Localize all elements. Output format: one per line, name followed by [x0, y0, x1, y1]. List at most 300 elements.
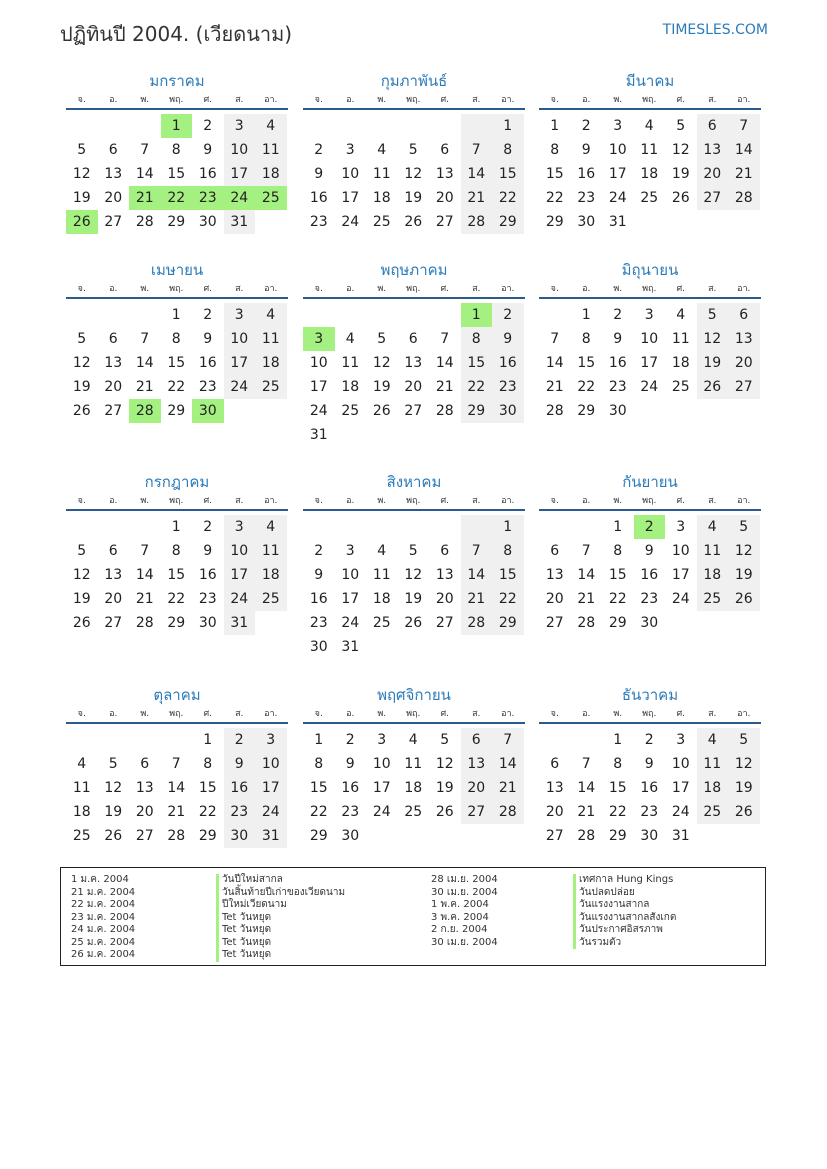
day-cell: 6	[108, 543, 118, 559]
day-cell: 25	[255, 186, 287, 210]
weekday-header	[303, 92, 525, 110]
day-cell: 2	[492, 303, 524, 327]
day-cell: 5	[697, 303, 729, 327]
day-cell: 15	[608, 567, 627, 583]
weekday-label: พ.	[140, 496, 150, 506]
blank-cell	[129, 515, 161, 539]
day-cell: 25	[341, 403, 360, 419]
day-cell: 8	[581, 331, 591, 347]
day-cell: 15	[492, 162, 524, 186]
legend-date: 1 พ.ค. 2004	[431, 899, 489, 910]
weekday-header	[66, 706, 288, 724]
day-cell: 20	[545, 804, 564, 820]
day-cell: 5	[377, 331, 387, 347]
weekday-label: พ.	[140, 284, 150, 294]
blank-cell	[98, 515, 130, 539]
day-cell: 5	[440, 732, 450, 748]
weekday-header	[66, 281, 288, 299]
day-cell: 3	[255, 728, 287, 752]
day-cell: 2	[345, 732, 355, 748]
day-grid	[539, 728, 761, 848]
day-cell: 18	[697, 563, 729, 587]
day-cell: 14	[135, 355, 154, 371]
day-cell: 12	[372, 355, 391, 371]
day-cell: 12	[435, 756, 454, 772]
weekday-label: อา.	[501, 284, 515, 294]
weekday-label: ส.	[708, 709, 717, 719]
day-cell: 2	[634, 515, 666, 539]
weekday-label: ส.	[472, 284, 481, 294]
day-cell: 12	[728, 539, 760, 563]
day-cell: 4	[255, 515, 287, 539]
day-cell: 18	[640, 166, 659, 182]
blank-cell	[98, 114, 130, 138]
day-cell: 29	[167, 214, 186, 230]
weekday-label: จ.	[550, 496, 559, 506]
weekday-label: ศ.	[203, 709, 213, 719]
day-cell: 31	[309, 427, 328, 443]
day-cell: 27	[435, 615, 454, 631]
weekday-label: พฤ.	[169, 709, 184, 719]
day-cell: 26	[728, 587, 760, 611]
weekday-label: พฤ.	[406, 709, 421, 719]
day-cell: 5	[408, 142, 418, 158]
weekday-label: ส.	[708, 95, 717, 105]
day-cell: 26	[104, 828, 123, 844]
day-cell: 30	[198, 214, 217, 230]
day-cell: 16	[309, 591, 328, 607]
legend-holiday-name: Tet วันหยุด	[216, 912, 271, 925]
blank-cell	[129, 114, 161, 138]
day-cell: 26	[72, 615, 91, 631]
day-cell: 8	[203, 756, 213, 772]
day-cell: 21	[728, 162, 760, 186]
day-cell: 1	[613, 519, 623, 535]
day-cell: 29	[309, 828, 328, 844]
blank-cell	[571, 728, 603, 752]
day-cell: 11	[404, 756, 423, 772]
weekday-label: ส.	[235, 95, 244, 105]
day-cell: 19	[435, 780, 454, 796]
day-cell: 30	[192, 399, 224, 423]
blank-cell	[98, 303, 130, 327]
month-block	[66, 471, 288, 635]
weekday-label: อ.	[109, 284, 118, 294]
day-cell: 22	[608, 804, 627, 820]
day-cell: 13	[728, 327, 760, 351]
weekday-label: อ.	[346, 496, 355, 506]
day-cell: 29	[198, 828, 217, 844]
day-cell: 23	[192, 186, 224, 210]
day-cell: 13	[545, 567, 564, 583]
blank-cell	[539, 303, 571, 327]
day-cell: 27	[697, 186, 729, 210]
day-cell: 3	[676, 732, 686, 748]
day-cell: 26	[671, 190, 690, 206]
day-cell: 19	[697, 351, 729, 375]
day-cell: 23	[341, 804, 360, 820]
weekday-header	[539, 493, 761, 511]
day-cell: 22	[492, 186, 524, 210]
day-cell: 5	[676, 118, 686, 134]
month-name: สิงหาคม	[386, 473, 442, 491]
day-cell: 29	[577, 403, 596, 419]
day-cell: 9	[203, 142, 213, 158]
day-grid	[303, 114, 525, 234]
legend-date: 26 ม.ค. 2004	[71, 949, 136, 960]
weekday-header	[539, 92, 761, 110]
day-cell: 17	[255, 776, 287, 800]
day-cell: 28	[135, 615, 154, 631]
day-cell: 4	[697, 728, 729, 752]
day-cell: 30	[224, 824, 256, 848]
day-grid	[303, 303, 525, 447]
day-cell: 5	[728, 515, 760, 539]
blank-cell	[539, 515, 571, 539]
day-cell: 28	[545, 403, 564, 419]
weekday-label: ส.	[472, 709, 481, 719]
weekday-label: พ.	[377, 496, 387, 506]
weekday-label: พ.	[377, 284, 387, 294]
day-cell: 5	[77, 331, 87, 347]
day-cell: 19	[671, 166, 690, 182]
day-cell: 20	[404, 379, 423, 395]
day-cell: 6	[108, 142, 118, 158]
day-cell: 19	[404, 190, 423, 206]
day-cell: 27	[545, 828, 564, 844]
day-cell: 23	[198, 379, 217, 395]
day-cell: 23	[309, 214, 328, 230]
blank-cell	[129, 303, 161, 327]
day-cell: 10	[341, 567, 360, 583]
day-cell: 21	[577, 804, 596, 820]
day-cell: 11	[72, 780, 91, 796]
day-cell: 27	[104, 214, 123, 230]
weekday-label: อา.	[737, 496, 751, 506]
legend-holiday-name: วันปีใหม่สากล	[216, 874, 283, 887]
day-cell: 12	[404, 567, 423, 583]
day-cell: 19	[728, 563, 760, 587]
day-cell: 4	[644, 118, 654, 134]
day-cell: 11	[671, 331, 690, 347]
day-cell: 16	[640, 780, 659, 796]
day-cell: 5	[77, 543, 87, 559]
weekday-label: ศ.	[440, 284, 450, 294]
blank-cell	[66, 728, 98, 752]
day-cell: 14	[545, 355, 564, 371]
day-cell: 2	[203, 118, 213, 134]
day-grid	[66, 515, 288, 635]
day-cell: 17	[224, 351, 256, 375]
day-cell: 6	[440, 543, 450, 559]
day-cell: 16	[198, 567, 217, 583]
weekday-header	[303, 493, 525, 511]
day-cell: 2	[644, 732, 654, 748]
day-cell: 14	[577, 567, 596, 583]
month-block	[303, 684, 525, 848]
day-cell: 25	[697, 800, 729, 824]
day-grid	[303, 515, 525, 659]
day-cell: 9	[613, 331, 623, 347]
legend-date: 21 ม.ค. 2004	[71, 886, 136, 898]
month-name: มิถุนายน	[621, 261, 679, 279]
day-cell: 15	[167, 355, 186, 371]
day-cell: 13	[435, 166, 454, 182]
day-cell: 27	[461, 800, 493, 824]
day-cell: 3	[224, 114, 256, 138]
blank-cell	[335, 515, 367, 539]
month-block	[66, 684, 288, 848]
day-cell: 21	[492, 776, 524, 800]
day-cell: 19	[72, 591, 91, 607]
day-cell: 25	[255, 375, 287, 399]
day-cell: 30	[640, 615, 659, 631]
blank-cell	[429, 515, 461, 539]
day-cell: 14	[135, 166, 154, 182]
legend-holiday-name: วันปลดปล่อย	[573, 887, 635, 900]
weekday-label: อา.	[737, 284, 751, 294]
day-cell: 18	[255, 162, 287, 186]
weekday-label: อา.	[737, 95, 751, 105]
weekday-label: พฤ.	[169, 496, 184, 506]
day-cell: 13	[104, 166, 123, 182]
day-cell: 10	[224, 539, 256, 563]
day-cell: 15	[198, 780, 217, 796]
day-cell: 13	[135, 780, 154, 796]
day-cell: 16	[198, 166, 217, 182]
weekday-header	[539, 706, 761, 724]
day-cell: 15	[577, 355, 596, 371]
blank-cell	[303, 303, 335, 327]
day-cell: 10	[608, 142, 627, 158]
day-cell: 10	[671, 756, 690, 772]
blank-cell	[461, 515, 493, 539]
weekday-label: อา.	[264, 95, 278, 105]
day-cell: 8	[461, 327, 493, 351]
day-cell: 24	[224, 186, 256, 210]
day-cell: 13	[697, 138, 729, 162]
day-cell: 9	[345, 756, 355, 772]
blank-cell	[66, 515, 98, 539]
day-cell: 14	[492, 752, 524, 776]
day-cell: 18	[255, 563, 287, 587]
day-cell: 16	[224, 776, 256, 800]
day-cell: 2	[224, 728, 256, 752]
month-name: เมษายน	[150, 261, 204, 279]
month-name: มีนาคม	[625, 72, 675, 90]
day-cell: 31	[255, 824, 287, 848]
day-cell: 14	[135, 567, 154, 583]
day-cell: 17	[608, 166, 627, 182]
blank-cell	[335, 114, 367, 138]
day-cell: 16	[640, 567, 659, 583]
day-cell: 13	[104, 355, 123, 371]
day-cell: 31	[608, 214, 627, 230]
day-cell: 10	[671, 543, 690, 559]
weekday-label: ส.	[235, 709, 244, 719]
day-cell: 5	[77, 142, 87, 158]
blank-cell	[335, 303, 367, 327]
day-cell: 23	[608, 379, 627, 395]
weekday-label: อ.	[109, 496, 118, 506]
month-block	[66, 259, 288, 423]
weekday-label: ศ.	[203, 95, 213, 105]
day-cell: 30	[608, 403, 627, 419]
day-cell: 27	[104, 403, 123, 419]
weekday-label: พฤ.	[642, 284, 657, 294]
day-cell: 18	[341, 379, 360, 395]
weekday-label: ศ.	[676, 284, 686, 294]
day-cell: 28	[461, 611, 493, 635]
day-cell: 26	[404, 214, 423, 230]
day-cell: 12	[404, 166, 423, 182]
day-cell: 15	[492, 563, 524, 587]
day-cell: 8	[492, 539, 524, 563]
day-cell: 12	[72, 567, 91, 583]
day-cell: 25	[697, 587, 729, 611]
day-cell: 11	[341, 355, 360, 371]
day-cell: 17	[309, 379, 328, 395]
day-cell: 12	[104, 780, 123, 796]
legend-date: 23 ม.ค. 2004	[71, 911, 136, 923]
day-cell: 20	[545, 591, 564, 607]
day-cell: 29	[167, 403, 186, 419]
weekday-label: อ.	[109, 95, 118, 105]
month-name: มกราคม	[149, 72, 205, 90]
day-cell: 21	[135, 591, 154, 607]
day-cell: 7	[461, 539, 493, 563]
day-cell: 14	[461, 563, 493, 587]
day-cell: 2	[314, 142, 324, 158]
month-name: ตุลาคม	[153, 686, 201, 704]
weekday-label: ศ.	[203, 496, 213, 506]
day-cell: 26	[697, 375, 729, 399]
month-block	[66, 70, 288, 234]
weekday-label: อา.	[501, 496, 515, 506]
weekday-label: พฤ.	[406, 496, 421, 506]
day-cell: 14	[435, 355, 454, 371]
day-cell: 11	[255, 539, 287, 563]
day-cell: 2	[314, 543, 324, 559]
day-cell: 11	[255, 327, 287, 351]
day-cell: 3	[644, 307, 654, 323]
day-cell: 21	[545, 379, 564, 395]
day-cell: 19	[72, 379, 91, 395]
day-cell: 28	[577, 615, 596, 631]
day-cell: 19	[404, 591, 423, 607]
day-cell: 22	[309, 804, 328, 820]
day-cell: 15	[608, 780, 627, 796]
day-cell: 6	[108, 331, 118, 347]
day-cell: 1	[581, 307, 591, 323]
month-name: กุมภาพันธ์	[380, 72, 448, 90]
day-cell: 16	[492, 351, 524, 375]
day-cell: 1	[613, 732, 623, 748]
legend-date: 1 ม.ค. 2004	[71, 874, 129, 885]
day-cell: 1	[492, 114, 524, 138]
weekday-label: อ.	[346, 284, 355, 294]
day-cell: 19	[372, 379, 391, 395]
day-cell: 6	[408, 331, 418, 347]
weekday-label: ส.	[235, 496, 244, 506]
day-cell: 1	[171, 307, 181, 323]
day-cell: 30	[577, 214, 596, 230]
legend-date: 25 ม.ค. 2004	[71, 936, 136, 948]
day-cell: 28	[577, 828, 596, 844]
day-cell: 24	[671, 591, 690, 607]
blank-cell	[303, 114, 335, 138]
weekday-label: พ.	[613, 95, 623, 105]
day-cell: 3	[377, 732, 387, 748]
day-cell: 24	[224, 587, 256, 611]
brand-link[interactable]: TIMESLES.COM	[662, 22, 768, 38]
weekday-label: จ.	[550, 709, 559, 719]
day-cell: 20	[104, 379, 123, 395]
day-cell: 13	[461, 752, 493, 776]
weekday-label: พ.	[613, 284, 623, 294]
day-cell: 14	[167, 780, 186, 796]
day-cell: 13	[545, 780, 564, 796]
day-cell: 28	[167, 828, 186, 844]
month-block	[539, 684, 761, 848]
day-cell: 25	[372, 615, 391, 631]
weekday-label: อ.	[582, 709, 591, 719]
day-cell: 20	[135, 804, 154, 820]
day-cell: 12	[728, 752, 760, 776]
weekday-header	[303, 281, 525, 299]
day-cell: 23	[640, 804, 659, 820]
day-cell: 25	[372, 214, 391, 230]
day-cell: 17	[640, 355, 659, 371]
weekday-label: พ.	[140, 95, 150, 105]
day-cell: 8	[492, 138, 524, 162]
day-cell: 1	[314, 732, 324, 748]
day-cell: 8	[613, 543, 623, 559]
legend-holiday-name: วันแรงงานสากล	[573, 899, 649, 912]
day-cell: 20	[728, 351, 760, 375]
weekday-label: อา.	[264, 709, 278, 719]
day-cell: 9	[314, 166, 324, 182]
day-cell: 28	[461, 210, 493, 234]
weekday-header	[303, 706, 525, 724]
day-cell: 16	[608, 355, 627, 371]
day-cell: 24	[341, 214, 360, 230]
day-cell: 10	[224, 327, 256, 351]
weekday-label: จ.	[314, 95, 323, 105]
weekday-label: ส.	[235, 284, 244, 294]
weekday-label: จ.	[314, 709, 323, 719]
day-cell: 29	[461, 399, 493, 423]
year-calendar	[66, 70, 766, 860]
day-cell: 4	[408, 732, 418, 748]
day-cell: 22	[461, 375, 493, 399]
blank-cell	[129, 728, 161, 752]
blank-cell	[429, 303, 461, 327]
day-cell: 24	[341, 615, 360, 631]
blank-cell	[66, 303, 98, 327]
day-grid	[66, 114, 288, 234]
weekday-label: จ.	[550, 95, 559, 105]
blank-cell	[461, 114, 493, 138]
day-cell: 24	[372, 804, 391, 820]
day-cell: 15	[545, 166, 564, 182]
day-cell: 20	[697, 162, 729, 186]
weekday-label: อา.	[264, 496, 278, 506]
day-cell: 1	[161, 114, 193, 138]
day-grid	[66, 303, 288, 423]
day-cell: 7	[140, 543, 150, 559]
day-cell: 4	[255, 303, 287, 327]
